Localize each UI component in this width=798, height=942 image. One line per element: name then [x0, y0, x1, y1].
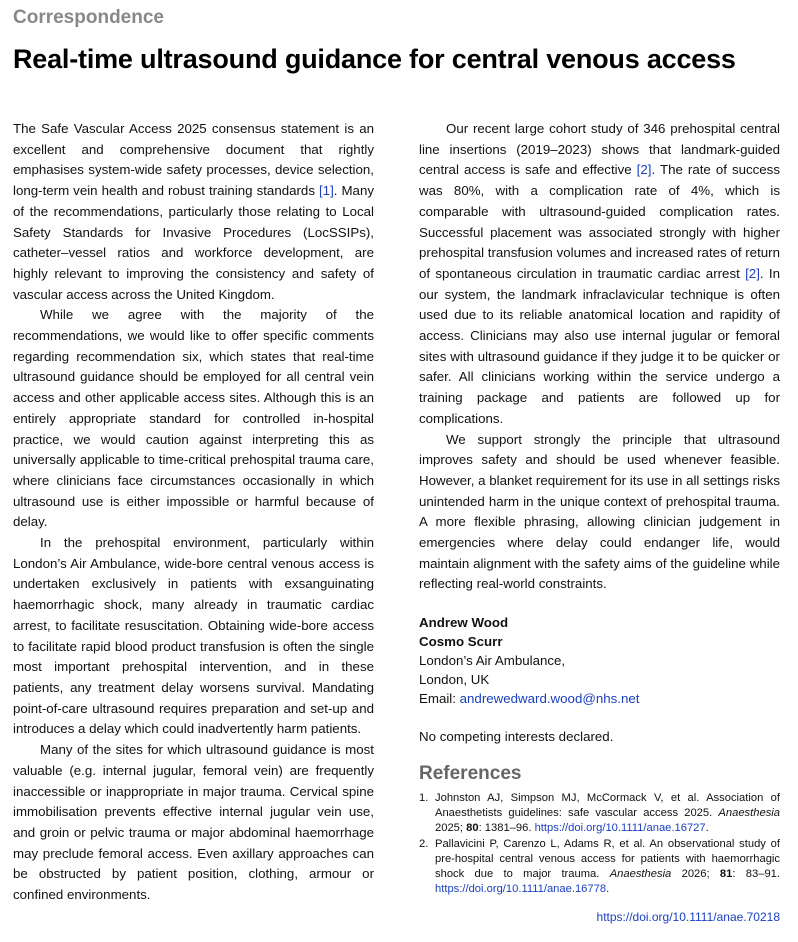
author-block [419, 613, 780, 746]
paragraph-text: . The rate of success was 80%, with a complication rate of 4%, which is comparable with ultrasound-guided complication rates. Successful placement was associated strongly with higher prehospital transfusion volumes and increased rates of return of spontaneous circulation in traumatic cardiac arrest [419, 162, 780, 281]
body-paragraph: While we agree with the majority of the recommendations, we would like to offer specific comments regarding recommendation six, which states that real-time ultrasound guidance should be employed for all central vein access and other applicable access sites. Although this is an entirely appropriate standard for controlled in-hospital practice, we would caution against interpreting this as universally applicable to time-critical prehospital trauma care, where clinicians face circumstances occasionally in which ultrasound use is either impossible or harmful because of delay. [13, 307, 374, 530]
article-title: Real-time ultrasound guidance for central venous access [13, 44, 736, 74]
reference-number: 2. [419, 838, 429, 851]
reference-volume: 81 [719, 868, 733, 881]
reference-end: . [606, 883, 610, 896]
right-column [419, 119, 780, 898]
competing-interests: No competing interests declared. [419, 729, 614, 745]
reference-item [419, 791, 780, 836]
reference-pages: : 83–91. [732, 868, 780, 881]
email-link[interactable]: andrewedward.wood@nhs.net [459, 691, 640, 707]
body-paragraph: In the prehospital environment, particularly within London’s Air Ambulance, wide-bore central venous access is undertaken exclusively in patients with exsanguinating haemorrhagic shock, many already in traumatic cardiac arrest, to facilitate resuscitation. Obtaining wide-bore access to facilitate rapid blood product transfusion is often the single most important prehospital intervention, and in these patients, any treatment delay worsens survival. Mandating point-of-care ultrasound requires preparation and set-up and introduces a delay which could inadvertently harm patients. [13, 535, 374, 737]
reference-journal: Anaesthesia [718, 807, 780, 820]
citation-link[interactable]: [2] [636, 162, 652, 178]
citation-link[interactable]: [1] [318, 183, 334, 199]
reference-text: Pallavicini P, Carenzo L, Adams R, et al. An observational study of pre-hospital central venous access for patients with haemorrhagic shock due to major trauma. [435, 838, 780, 881]
citation-link[interactable]: [2] [745, 265, 760, 281]
body-paragraph [13, 119, 374, 305]
reference-pages: : 1381–96. [478, 822, 535, 835]
reference-journal: Anaesthesia [609, 868, 672, 881]
paragraph-text: The Safe Vascular Access 2025 consensus statement is an excellent and comprehensive document that rightly emphasises system-wide safety processes, device selection, long-term vein health and robust training standards [13, 121, 374, 199]
reference-doi-link[interactable]: https://doi.org/10.1111/anae.16727 [534, 822, 706, 835]
paragraph-text: Our recent large cohort study of 346 prehospital central line insertions (2019–2023) shows that landmark-guided central access is safe and effective [419, 121, 780, 178]
reference-doi-link[interactable]: https://doi.org/10.1111/anae.16778 [435, 883, 607, 896]
references-heading: References [419, 763, 522, 785]
body-paragraph: We support strongly the principle that ultrasound improves safety and should be used whenever feasible. However, a blanket requirement for its use in all settings risks unintended harm in the unique context of prehospital trauma. A more flexible phrasing, allowing clinician judgement in emergencies where delay could endanger life, would maintain alignment with the safety aims of the guideline while reflecting real-world constraints. [419, 431, 780, 592]
body-paragraph [419, 119, 780, 430]
left-column [13, 119, 374, 906]
references-list [419, 791, 780, 897]
paragraph-text: . In our system, the landmark infraclavicular technique is often used due to its reliable anatomical location and rapidity of access. Clinicians may also use internal jugular or femoral sites with ultrasound guidance if they judge it to be quicker or safer. All clinicians working within the service undergo a training package and patients are followed up for complications. [419, 265, 780, 426]
author-name: Andrew Wood [419, 615, 509, 631]
author-name: Cosmo Scurr [419, 634, 503, 650]
reference-volume: 80 [466, 822, 479, 835]
reference-text: Johnston AJ, Simpson MJ, McCormack V, et al. Association of Anaesthetists guidelines: safe vascular access 2025. [435, 792, 780, 820]
author-email [419, 689, 780, 708]
reference-year: 2025; [435, 822, 467, 835]
author-location: London, UK [419, 672, 490, 688]
body-paragraph: Many of the sites for which ultrasound guidance is most valuable (e.g. internal jugular, femoral vein) are frequently inaccessible or inappropriate in major trauma. Cervical spine immobilisation prevents effective internal jugular vein use, and groin or pelvic trauma or major abdominal haemorrhage may preclude femoral access. Even axillary approaches can be obstructed by patient position, clothing, armour or confined environments. [13, 742, 374, 903]
paragraph-text: . Many of the recommendations, particularly those relating to Local Safety Standards for Invasive Procedures (LocSSIPs), catheter–vessel ratios and workforce development, are highly relevant to improving the consistency and safety of vascular access across the United Kingdom. [13, 183, 374, 302]
section-label: Correspondence [13, 7, 164, 28]
reference-item [419, 837, 780, 897]
article-doi-link[interactable]: https://doi.org/10.1111/anae.70218 [596, 910, 780, 924]
reference-year: 2026; [671, 868, 720, 881]
author-affiliation: London’s Air Ambulance, [419, 653, 566, 669]
reference-number: 1. [419, 792, 429, 805]
reference-end: . [705, 822, 709, 835]
email-label: Email: [419, 691, 460, 707]
